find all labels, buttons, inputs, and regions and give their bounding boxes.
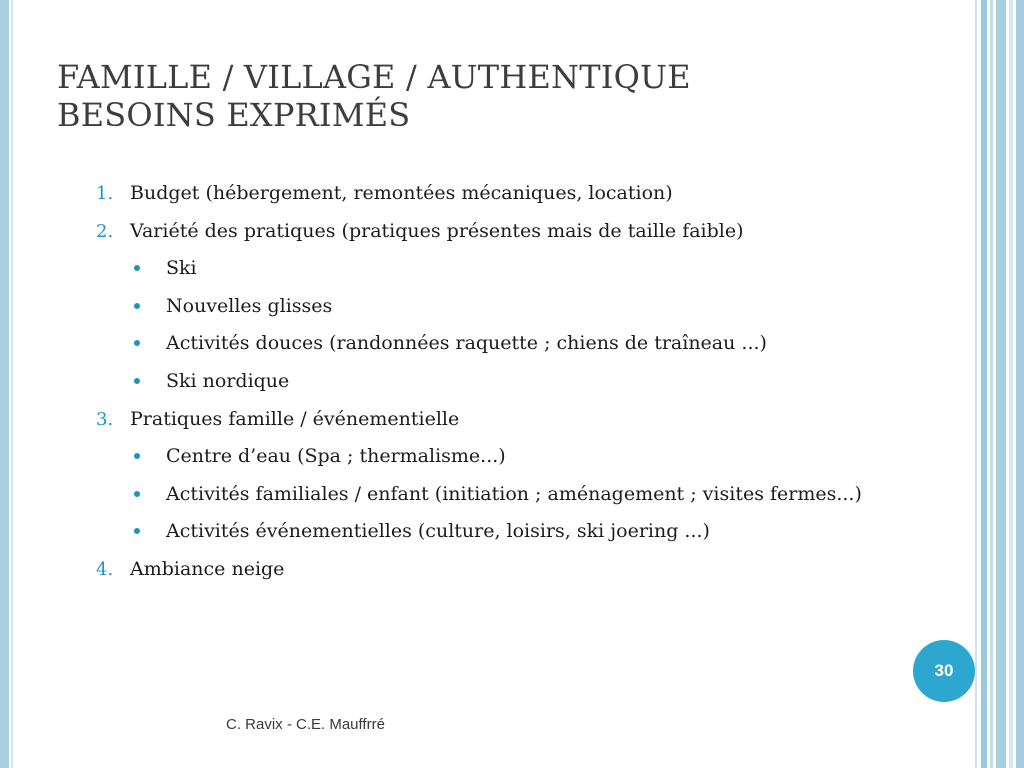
list-number: 4. bbox=[96, 558, 114, 580]
sub-item-text: Nouvelles glisses bbox=[166, 294, 333, 317]
left-frame-bar bbox=[0, 0, 9, 768]
bullet-icon bbox=[134, 491, 140, 497]
stripe bbox=[1009, 0, 1013, 768]
bullet-icon bbox=[134, 265, 140, 271]
bullet-icon bbox=[134, 378, 140, 384]
list-item bbox=[96, 220, 916, 258]
content-list bbox=[96, 182, 916, 596]
list-item bbox=[96, 558, 916, 596]
title-line-1: FAMILLE / VILLAGE / AUTHENTIQUE bbox=[57, 58, 691, 96]
bullet-icon bbox=[134, 303, 140, 309]
stripe bbox=[996, 0, 1006, 768]
sub-item-text: Activités événementielles (culture, loisirs, ski joering ...) bbox=[166, 520, 710, 543]
sub-list-item bbox=[96, 445, 916, 483]
sub-list-item bbox=[96, 520, 916, 558]
sub-list-item bbox=[96, 483, 916, 521]
list-number: 1. bbox=[96, 183, 114, 204]
page-title bbox=[57, 58, 937, 134]
list-item-text: Variété des pratiques (pratiques présentes mais de taille faible) bbox=[130, 219, 744, 242]
sub-item-text: Activités douces (randonnées raquette ; chiens de traîneau ...) bbox=[166, 332, 767, 355]
footer-author: C. Ravix - C.E. Mauffrré bbox=[226, 716, 385, 733]
stripe bbox=[981, 0, 987, 768]
list-item bbox=[96, 182, 916, 220]
list-item bbox=[96, 408, 916, 446]
sub-list-item bbox=[96, 370, 916, 408]
sub-item-text: Ski bbox=[166, 257, 197, 280]
list-item-text: Budget (hébergement, remontées mécaniques, location) bbox=[130, 182, 673, 204]
bullet-icon bbox=[134, 340, 140, 346]
bullet-icon bbox=[134, 453, 140, 459]
list-item-text: Ambiance neige bbox=[130, 557, 285, 580]
stripe bbox=[990, 0, 993, 768]
sub-item-text: Centre d’eau (Spa ; thermalisme...) bbox=[166, 445, 506, 468]
title-line-2: BESOINS EXPRIMÉS bbox=[57, 96, 411, 134]
list-item-text: Pratiques famille / événementielle bbox=[130, 407, 460, 430]
list-number: 3. bbox=[96, 408, 114, 430]
page-number-badge: 30 bbox=[913, 640, 975, 702]
sub-list-item bbox=[96, 332, 916, 370]
stripe bbox=[1016, 0, 1024, 768]
right-decorative-stripes bbox=[975, 0, 1024, 768]
sub-list-item bbox=[96, 295, 916, 333]
sub-item-text: Activités familiales / enfant (initiation ; aménagement ; visites fermes...) bbox=[166, 482, 862, 505]
left-frame-line bbox=[11, 0, 13, 768]
stripe bbox=[975, 0, 977, 768]
sub-item-text: Ski nordique bbox=[166, 369, 290, 392]
sub-list-item bbox=[96, 257, 916, 295]
list-number: 2. bbox=[96, 220, 114, 242]
bullet-icon bbox=[134, 528, 140, 534]
